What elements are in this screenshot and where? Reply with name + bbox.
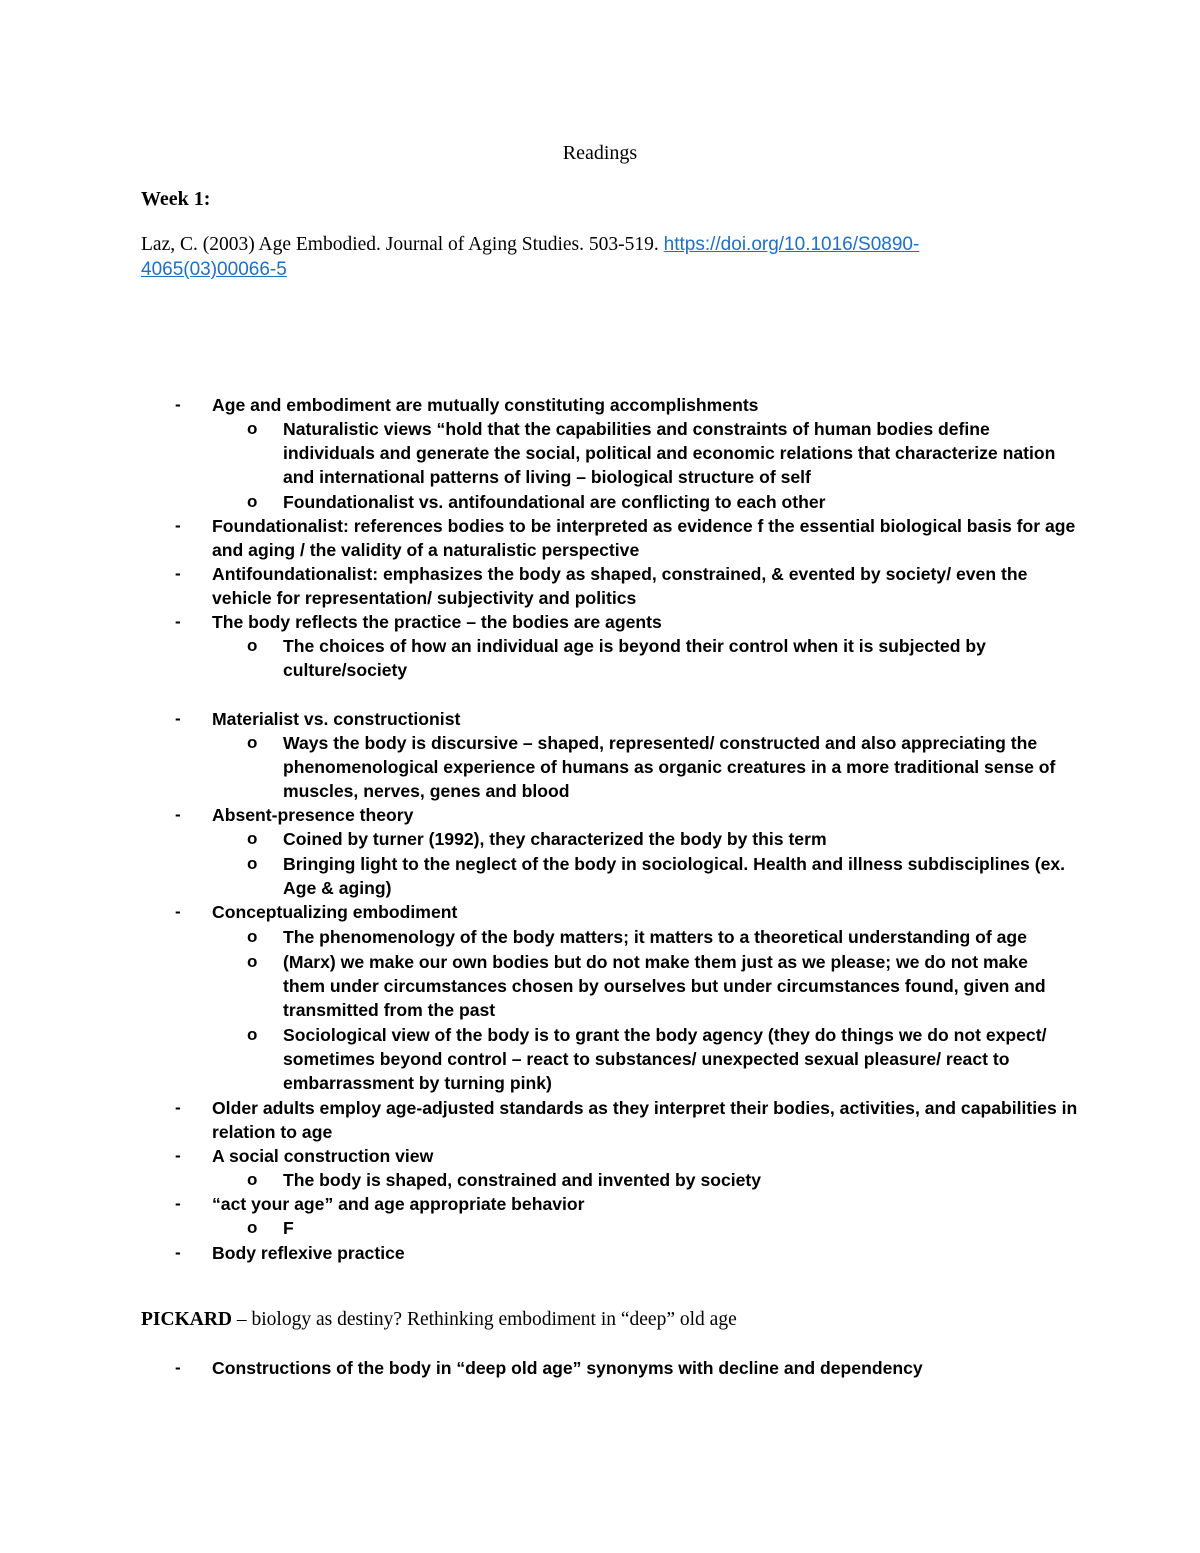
circle-bullet: o (247, 854, 258, 873)
circle-bullet: o (247, 829, 258, 848)
week-heading: Week 1: (141, 188, 211, 210)
list-item: - “act your age” and age appropriate behavior (175, 1194, 585, 1214)
dash-bullet: - (175, 1194, 181, 1213)
circle-bullet: o (247, 636, 258, 655)
list-item: o Naturalistic views “hold that the capabilities and constraints of human bodies define individuals and generate the social, political and economic relations that characterize nation and international patterns of living – biological structure of self (247, 419, 1056, 487)
list-item: o The choices of how an individual age is beyond their control when it is subjected by culture/society (247, 636, 986, 680)
dash-bullet: - (175, 612, 181, 631)
dash-bullet: - (175, 516, 181, 535)
list-item: o Bringing light to the neglect of the body in sociological. Health and illness subdisciplines (ex. Age & aging) (247, 854, 1066, 898)
citation (141, 232, 971, 282)
list-item: o F (247, 1218, 294, 1238)
dash-bullet: - (175, 1243, 181, 1262)
citation-text: Laz, C. (2003) Age Embodied. Journal of Aging Studies. 503-519. (141, 234, 664, 255)
list-item: - Antifoundationalist: emphasizes the body as shaped, constrained, & evented by society/ even the vehicle for representation/ subjectivity and politics (175, 564, 1028, 608)
page-title: Readings (562, 142, 638, 164)
circle-bullet: o (247, 952, 258, 971)
circle-bullet: o (247, 492, 258, 511)
circle-bullet: o (247, 733, 258, 752)
list-item: o Ways the body is discursive – shaped, represented/ constructed and also appreciating the phenomenological experience of humans as organic creatures in a more traditional sense of muscles, nerves, genes and blood (247, 733, 1056, 801)
dash-bullet: - (175, 564, 181, 583)
pickard-title: – biology as destiny? Rethinking embodiment in “deep” old age (232, 1309, 737, 1330)
list-item: - Absent-presence theory (175, 805, 414, 825)
dash-bullet: - (175, 1098, 181, 1117)
list-item: o The body is shaped, constrained and invented by society (247, 1170, 762, 1190)
list-item: o Sociological view of the body is to grant the body agency (they do things we do not expect/ sometimes beyond control – react to substances/ unexpected sexual pleasure/ react to embarrassment by turning pink) (247, 1025, 1047, 1093)
list-item: - Age and embodiment are mutually constituting accomplishments (175, 395, 759, 415)
list-item: - Older adults employ age-adjusted standards as they interpret their bodies, activities, and capabilities in relation to age (175, 1098, 1078, 1142)
list-item: o Foundationalist vs. antifoundational are conflicting to each other (247, 492, 826, 512)
dash-bullet: - (175, 805, 181, 824)
dash-bullet: - (175, 1146, 181, 1165)
list-item: o Coined by turner (1992), they characterized the body by this term (247, 829, 827, 849)
dash-bullet: - (175, 395, 181, 414)
pickard-author: PICKARD (141, 1309, 232, 1330)
circle-bullet: o (247, 419, 258, 438)
list-item: - The body reflects the practice – the bodies are agents (175, 612, 662, 632)
circle-bullet: o (247, 927, 258, 946)
dash-bullet: - (175, 902, 181, 921)
section-heading (141, 1309, 1101, 1331)
circle-bullet: o (247, 1218, 258, 1237)
doi-link[interactable]: https://doi.org/10.1016/S0890-4065(03)00066-5 (141, 234, 920, 280)
list-item: - Conceptualizing embodiment (175, 902, 458, 922)
dash-bullet: - (175, 1358, 181, 1377)
circle-bullet: o (247, 1025, 258, 1044)
list-item: - Materialist vs. constructionist (175, 709, 461, 729)
list-item: - Constructions of the body in “deep old age” synonyms with decline and dependency (175, 1358, 923, 1378)
list-item: - Body reflexive practice (175, 1243, 405, 1263)
list-item: o The phenomenology of the body matters; it matters to a theoretical understanding of age (247, 927, 1027, 947)
circle-bullet: o (247, 1170, 258, 1189)
list-item: - Foundationalist: references bodies to be interpreted as evidence f the essential biological basis for age and aging / the validity of a naturalistic perspective (175, 516, 1076, 560)
dash-bullet: - (175, 709, 181, 728)
list-item: o (Marx) we make our own bodies but do not make them just as we please; we do not make them under circumstances chosen by ourselves but under circumstances found, given and transmitted from the past (247, 952, 1046, 1020)
list-item: - A social construction view (175, 1146, 434, 1166)
